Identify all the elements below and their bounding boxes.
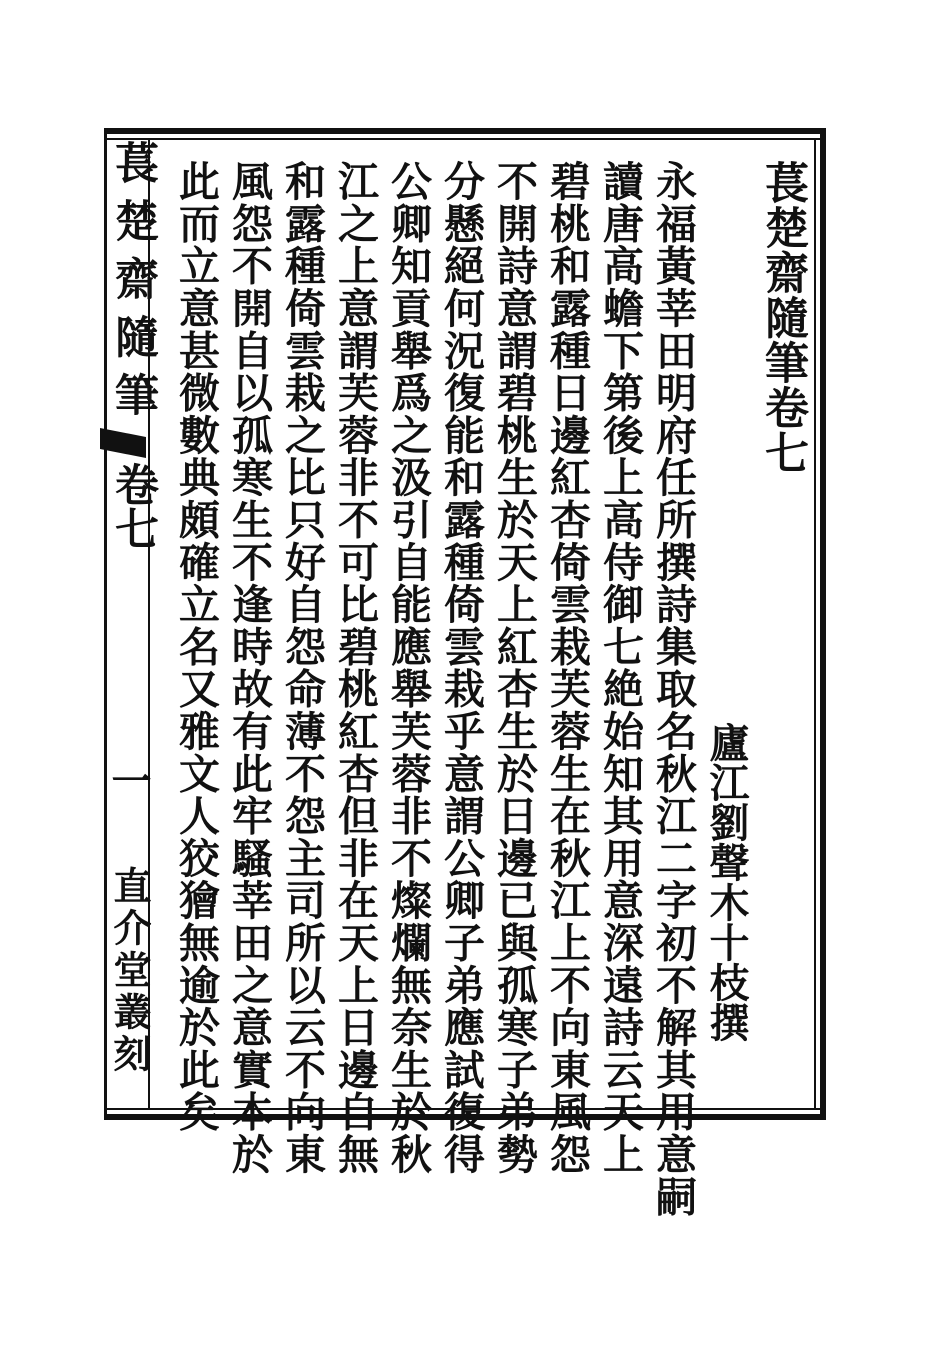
text-column-8: 和露種倚雲栽之比只好自怨命薄不怨主司所以云不向東 — [278, 160, 326, 1176]
text-column-4: 不開詩意謂碧桃生於天上紅杏生於日邊已與孤寒子弟勢 — [490, 160, 538, 1176]
text-column-10: 此而立意甚微數典頗確立名又雅文人狡獪無逾於此矣 — [172, 160, 220, 1133]
frame-right-inner-rule — [814, 138, 816, 1110]
chapter-title: 萇楚齋隨筆卷七 — [757, 160, 808, 475]
text-column-6: 公卿知貢舉爲之汲引自能應舉芙蓉非不燦爛無奈生於秋 — [384, 160, 432, 1176]
author-line: 廬江劉聲木十枝撰 — [703, 722, 750, 1042]
text-column-3: 碧桃和露種日邊紅杏倚雲栽芙蓉生在秋江上不向東風怨 — [543, 160, 591, 1176]
text-column-7: 江之上意謂芙蓉非不可比碧桃紅杏但非在天上日邊自無 — [331, 160, 379, 1176]
frame-top-rule — [104, 128, 826, 134]
text-column-5: 分懸絕何況復能和露種倚雲栽乎意謂公卿子弟應試復得 — [437, 160, 485, 1176]
text-column-9: 風怨不開自以孤寒生不逢時故有此牢騷莘田之意實本於 — [225, 160, 273, 1176]
frame-right-rule — [820, 128, 826, 1120]
gutter-imprint: 直介堂叢刻 — [107, 866, 152, 1076]
gutter-page-number: 一 — [105, 760, 152, 800]
gutter-juan: 卷七 — [107, 462, 158, 550]
text-column-2: 讀唐高蟾下第後上高侍御七絶始知其用意深遠詩云天上 — [596, 160, 644, 1176]
frame-top-inner-rule — [104, 138, 826, 140]
gutter-book-title: 萇楚齋隨筆 — [107, 140, 158, 430]
text-column-1: 永福黃莘田明府任所撰詩集取名秋江二字初不解其用意嗣 — [649, 160, 697, 1218]
